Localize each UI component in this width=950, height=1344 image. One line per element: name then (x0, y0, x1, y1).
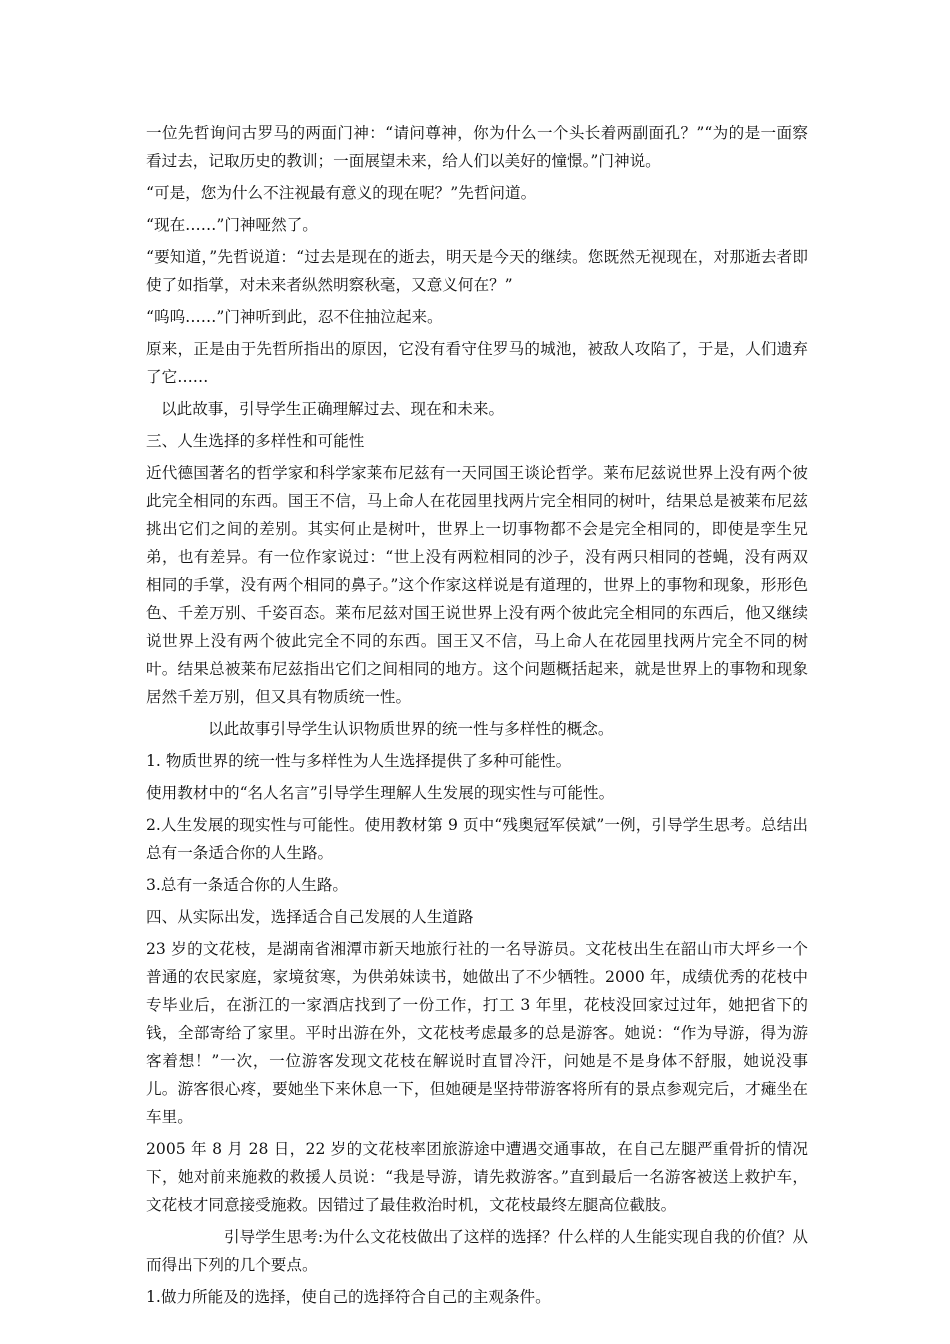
paragraph-dialogue-2: “现在……”门神哑然了。 (146, 216, 318, 234)
document-page (146, 119, 808, 1311)
section-heading-3: 三、人生选择的多样性和可能性 (146, 432, 365, 450)
list-item-1: 1. 物质世界的统一性与多样性为人生选择提供了多种可能性。 (146, 752, 572, 770)
list-item-final: 1.做力所能及的选择，使自己的选择符合自己的主观条件。 (146, 1288, 551, 1306)
section-heading-4: 四、从实际出发，选择适合自己发展的人生道路 (146, 908, 474, 926)
paragraph-wen-huazhi-story: 23 岁的文花枝，是湖南省湘潭市新天地旅行社的一名导游员。文花枝出生在韶山市大坪乡一个普通的农民家庭，家境贫寒，为供弟妹读书，她做出了不少牺牲。2000 年，成绩优秀的花枝中专毕业后，在浙江的一家酒店找到了一份工作，打工 3 年里，花枝没回家过过年，她把省下的钱，全部寄给了家里。平时出游在外，文花枝考虑最多的总是游客。她说：“作为导游，得为游客着想！”一次，一位游客发现文花枝在解说时直冒冷汗，问她是不是身体不舒服，她说没事儿。游客很心疼，要她坐下来休息一下，但她硬是坚持带游客将所有的景点参观完后，才瘫坐在车里。 (146, 940, 808, 1126)
paragraph-accident-story: 2005 年 8 月 28 日，22 岁的文花枝率团旅游途中遭遇交通事故，在自己左腿严重骨折的情况下，她对前来施救的救援人员说：“我是导游，请先救游客。”直到最后一名游客被送上救护车，文花枝才同意接受施救。因错过了最佳救治时机，文花枝最终左腿高位截肢。 (146, 1140, 808, 1214)
paragraph-quote-usage: 使用教材中的“名人名言”引导学生理解人生发展的现实性与可能性。 (146, 784, 615, 802)
paragraph-teaching-note-1: 以此故事，引导学生正确理解过去、现在和未来。 (161, 400, 505, 418)
paragraph-dialogue-4: “呜呜……”门神听到此，忍不住抽泣起来。 (146, 308, 443, 326)
list-item-2: 2.人生发展的现实性与可能性。使用教材第 9 页中“残奥冠军侯斌”一例，引导学生思考。总结出总有一条适合你的人生路。 (146, 816, 808, 862)
paragraph-dialogue-1: “可是，您为什么不注视最有意义的现在呢？”先哲问道。 (146, 184, 537, 202)
paragraph-teaching-note-2: 以此故事引导学生认识物质世界的统一性与多样性的概念。 (208, 720, 614, 738)
paragraph-story-ending: 原来，正是由于先哲所指出的原因，它没有看守住罗马的城池，被敌人攻陷了，于是，人们遗弃了它…… (146, 340, 808, 386)
list-item-3: 3.总有一条适合你的人生路。 (146, 876, 349, 894)
paragraph-leibniz-story: 近代德国著名的哲学家和科学家莱布尼兹有一天同国王谈论哲学。莱布尼兹说世界上没有两个彼此完全相同的东西。国王不信，马上命人在花园里找两片完全相同的树叶，结果总是被莱布尼兹挑出它们之间的差别。其实何止是树叶，世界上一切事物都不会是完全相同的，即使是孪生兄弟，也有差异。有一位作家说过：“世上没有两粒相同的沙子，没有两只相同的苍蝇，没有两双相同的手掌，没有两个相同的鼻子。”这个作家这样说是有道理的，世界上的事物和现象，形形色色、千差万别、千姿百态。莱布尼兹对国王说世界上没有两个彼此完全相同的东西后，他又继续说世界上没有两个彼此完全不同的东西。国王又不信，马上命人在花园里找两片完全不同的树叶。结果总被莱布尼兹指出它们之间相同的地方。这个问题概括起来，就是世界上的事物和现象居然千差万别，但又具有物质统一性。 (146, 464, 808, 706)
paragraph-story-opening: 一位先哲询问古罗马的两面门神：“请问尊神，你为什么一个头长着两副面孔？”“为的是一面察看过去，记取历史的教训；一面展望未来，给人们以美好的憧憬。”门神说。 (146, 124, 808, 170)
paragraph-teaching-note-3: 引导学生思考:为什么文花枝做出了这样的选择？什么样的人生能实现自我的价值？从而得出下列的几个要点。 (146, 1228, 808, 1274)
paragraph-dialogue-3: “要知道，”先哲说道：“过去是现在的逝去，明天是今天的继续。您既然无视现在，对那逝去者即使了如指掌，对未来者纵然明察秋毫，又意义何在？” (146, 248, 808, 294)
